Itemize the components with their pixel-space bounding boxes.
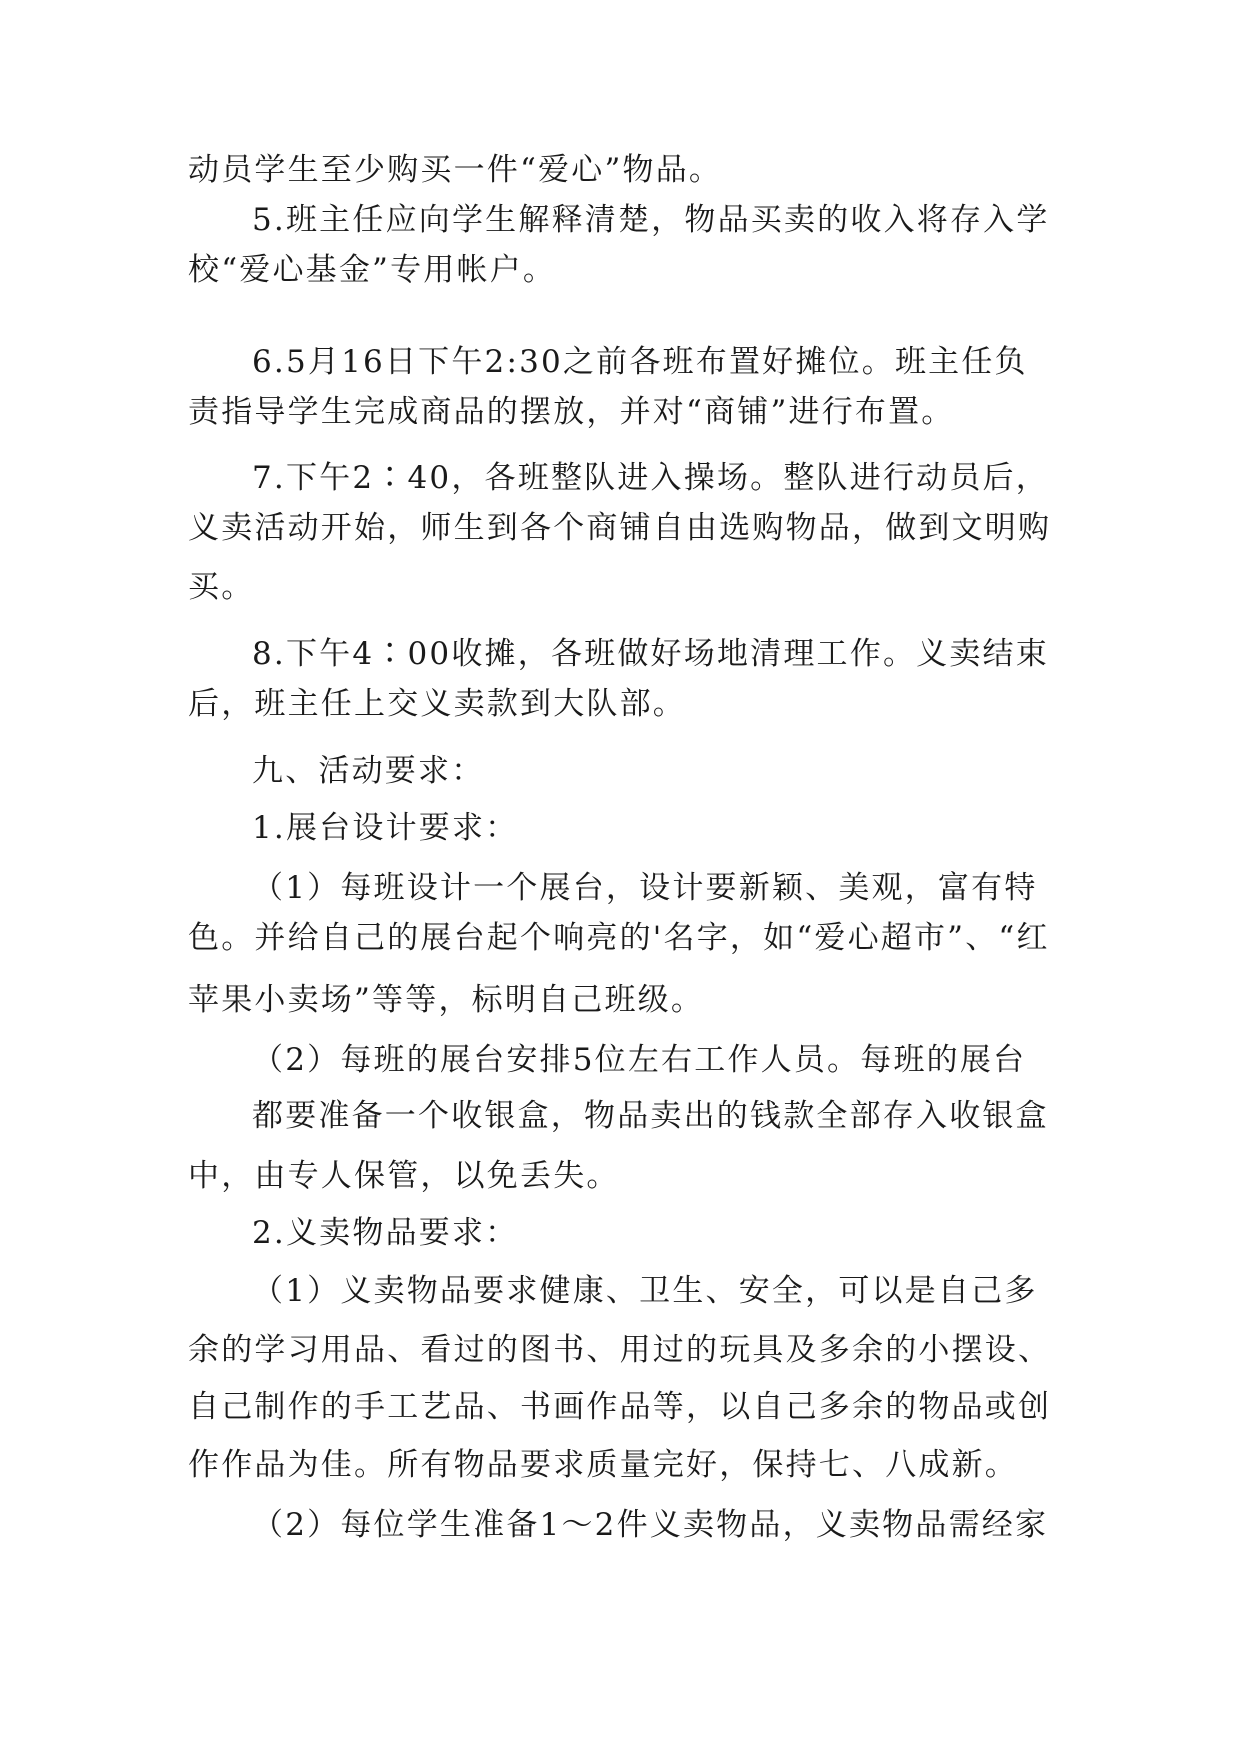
paragraph-line: 责指导学生完成商品的摆放，并对“商铺”进行布置。: [188, 394, 955, 430]
paragraph-line: 8.下午4∶00收摊，各班做好场地清理工作。义卖结束: [252, 636, 1049, 672]
paragraph-line: 校“爱心基金”专用帐户。: [188, 252, 557, 288]
paragraph-line: 自己制作的手工艺品、书画作品等，以自己多余的物品或创: [188, 1389, 1052, 1425]
paragraph-line: 义卖活动开始，师生到各个商铺自由选购物品，做到文明购: [188, 510, 1052, 546]
paragraph-line: 中，由专人保管，以免丢失。: [188, 1158, 620, 1194]
paragraph-line: 作作品为佳。所有物品要求质量完好，保持七、八成新。: [188, 1447, 1018, 1483]
subsection-heading: 2.义卖物品要求：: [252, 1215, 519, 1251]
paragraph-line: （2）每班的展台安排5位左右工作人员。每班的展台: [252, 1042, 1027, 1078]
paragraph-line: （1）义卖物品要求健康、卫生、安全，可以是自己多: [252, 1273, 1038, 1309]
paragraph-line: 后，班主任上交义卖款到大队部。: [188, 686, 686, 722]
paragraph-line: 色。并给自己的展台起个响亮的'名字，如“爱心超市”、“红: [188, 920, 1050, 956]
paragraph-line: 余的学习用品、看过的图书、用过的玩具及多余的小摆设、: [188, 1332, 1052, 1368]
subsection-heading: 1.展台设计要求：: [252, 810, 519, 846]
paragraph-line: 动员学生至少购买一件“爱心”物品。: [188, 152, 723, 188]
paragraph-line: 5.班主任应向学生解释清楚，物品买卖的收入将存入学: [252, 202, 1050, 238]
paragraph-line: 6.5月16日下午2:30之前各班布置好摊位。班主任负: [252, 344, 1028, 380]
paragraph-line: 买。: [188, 569, 255, 605]
paragraph-line: 苹果小卖场”等等，标明自己班级。: [188, 982, 705, 1018]
paragraph-line: （1）每班设计一个展台，设计要新颖、美观，富有特: [252, 870, 1038, 906]
section-heading: 九、活动要求：: [252, 753, 485, 789]
paragraph-line: 都要准备一个收银盒，物品卖出的钱款全部存入收银盒: [252, 1098, 1049, 1134]
paragraph-line: （2）每位学生准备1～2件义卖物品，义卖物品需经家: [252, 1507, 1049, 1543]
paragraph-line: 7.下午2∶40，各班整队进入操场。整队进行动员后，: [252, 460, 1049, 496]
